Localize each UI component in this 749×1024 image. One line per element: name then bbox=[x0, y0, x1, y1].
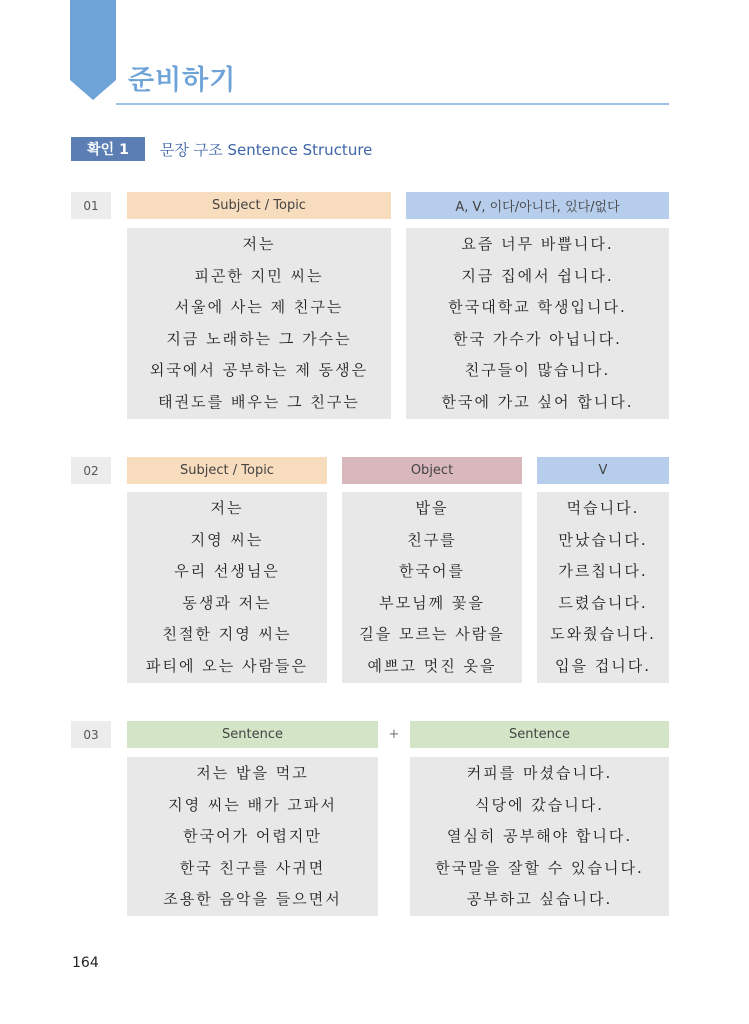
table-02-number: 02 bbox=[71, 457, 111, 484]
table-cell: 한국에 가고 싶어 합니다. bbox=[441, 392, 634, 411]
table-cell: 지금 노래하는 그 가수는 bbox=[166, 329, 352, 348]
table-cell: 친구들이 많습니다. bbox=[464, 361, 611, 380]
table-03-number: 03 bbox=[71, 721, 111, 748]
table-cell: 한국 가수가 아닙니다. bbox=[453, 329, 622, 348]
table-01-header-predicate: A, V, 이다/아니다, 있다/없다 bbox=[406, 192, 669, 219]
table-cell: 열심히 공부해야 합니다. bbox=[446, 827, 633, 846]
table-cell: 서울에 사는 제 친구는 bbox=[174, 298, 344, 317]
table-cell: 공부하고 싶습니다. bbox=[466, 890, 613, 909]
table-cell: 예쁘고 멋진 옷을 bbox=[367, 656, 497, 675]
table-02-header-verb: V bbox=[537, 457, 669, 484]
table-03-header-sentence-1: Sentence bbox=[127, 721, 378, 748]
page-number: 164 bbox=[72, 955, 99, 971]
plus-sign: + bbox=[388, 727, 400, 742]
table-cell: 한국대학교 학생입니다. bbox=[448, 298, 627, 317]
table-cell: 동생과 저는 bbox=[182, 593, 272, 612]
table-02-verb-column bbox=[537, 492, 669, 683]
table-cell: 부모님께 꽃을 bbox=[379, 593, 485, 612]
table-cell: 드렸습니다. bbox=[558, 593, 648, 612]
table-01-number: 01 bbox=[71, 192, 111, 219]
page-title: 준비하기 bbox=[128, 65, 237, 96]
table-cell: 식당에 갔습니다. bbox=[475, 795, 604, 814]
table-cell: 지영 씨는 bbox=[190, 530, 264, 549]
table-cell: 지영 씨는 배가 고파서 bbox=[168, 795, 337, 814]
table-cell: 친구를 bbox=[407, 530, 457, 549]
table-02-object-column bbox=[342, 492, 522, 683]
table-03-header-sentence-2: Sentence bbox=[410, 721, 669, 748]
table-01-header-subject: Subject / Topic bbox=[127, 192, 391, 219]
header-ribbon bbox=[70, 0, 116, 100]
table-cell: 요즘 너무 바쁩니다. bbox=[461, 235, 614, 254]
table-cell: 한국말을 잘할 수 있습니다. bbox=[435, 858, 644, 877]
table-03-clause-column bbox=[127, 757, 378, 916]
table-cell: 가르칩니다. bbox=[558, 562, 648, 581]
table-cell: 저는 bbox=[242, 235, 276, 254]
table-cell: 저는 bbox=[210, 499, 244, 518]
table-cell: 친절한 지영 씨는 bbox=[162, 625, 292, 644]
table-01-subject-column bbox=[127, 228, 391, 419]
table-cell: 도와줬습니다. bbox=[550, 625, 656, 644]
table-01-predicate-column bbox=[406, 228, 669, 419]
table-cell: 조용한 음악을 들으면서 bbox=[163, 890, 342, 909]
section-subtitle: 문장 구조 Sentence Structure bbox=[160, 141, 373, 159]
table-cell: 길을 모르는 사람을 bbox=[359, 625, 505, 644]
table-cell: 만났습니다. bbox=[558, 530, 648, 549]
table-cell: 한국어를 bbox=[399, 562, 465, 581]
table-cell: 지금 집에서 쉽니다. bbox=[461, 266, 614, 285]
table-cell: 커피를 마셨습니다. bbox=[466, 764, 613, 783]
section-badge: 확인 1 bbox=[71, 137, 145, 161]
table-cell: 한국어가 어렵지만 bbox=[183, 827, 322, 846]
table-cell: 외국에서 공부하는 제 동생은 bbox=[149, 361, 369, 380]
table-02-header-subject: Subject / Topic bbox=[127, 457, 327, 484]
table-cell: 한국 친구를 사귀면 bbox=[179, 858, 326, 877]
table-02-subject-column bbox=[127, 492, 327, 683]
table-02-header-object: Object bbox=[342, 457, 522, 484]
table-cell: 입을 겁니다. bbox=[555, 656, 651, 675]
table-cell: 우리 선생님은 bbox=[174, 562, 280, 581]
table-cell: 피곤한 지민 씨는 bbox=[194, 266, 324, 285]
table-cell: 파티에 오는 사람들은 bbox=[146, 656, 308, 675]
table-03-main-column bbox=[410, 757, 669, 916]
table-cell: 밥을 bbox=[415, 499, 449, 518]
table-cell: 먹습니다. bbox=[566, 499, 640, 518]
title-divider bbox=[116, 103, 669, 105]
table-cell: 저는 밥을 먹고 bbox=[196, 764, 309, 783]
table-cell: 태권도를 배우는 그 친구는 bbox=[158, 392, 360, 411]
